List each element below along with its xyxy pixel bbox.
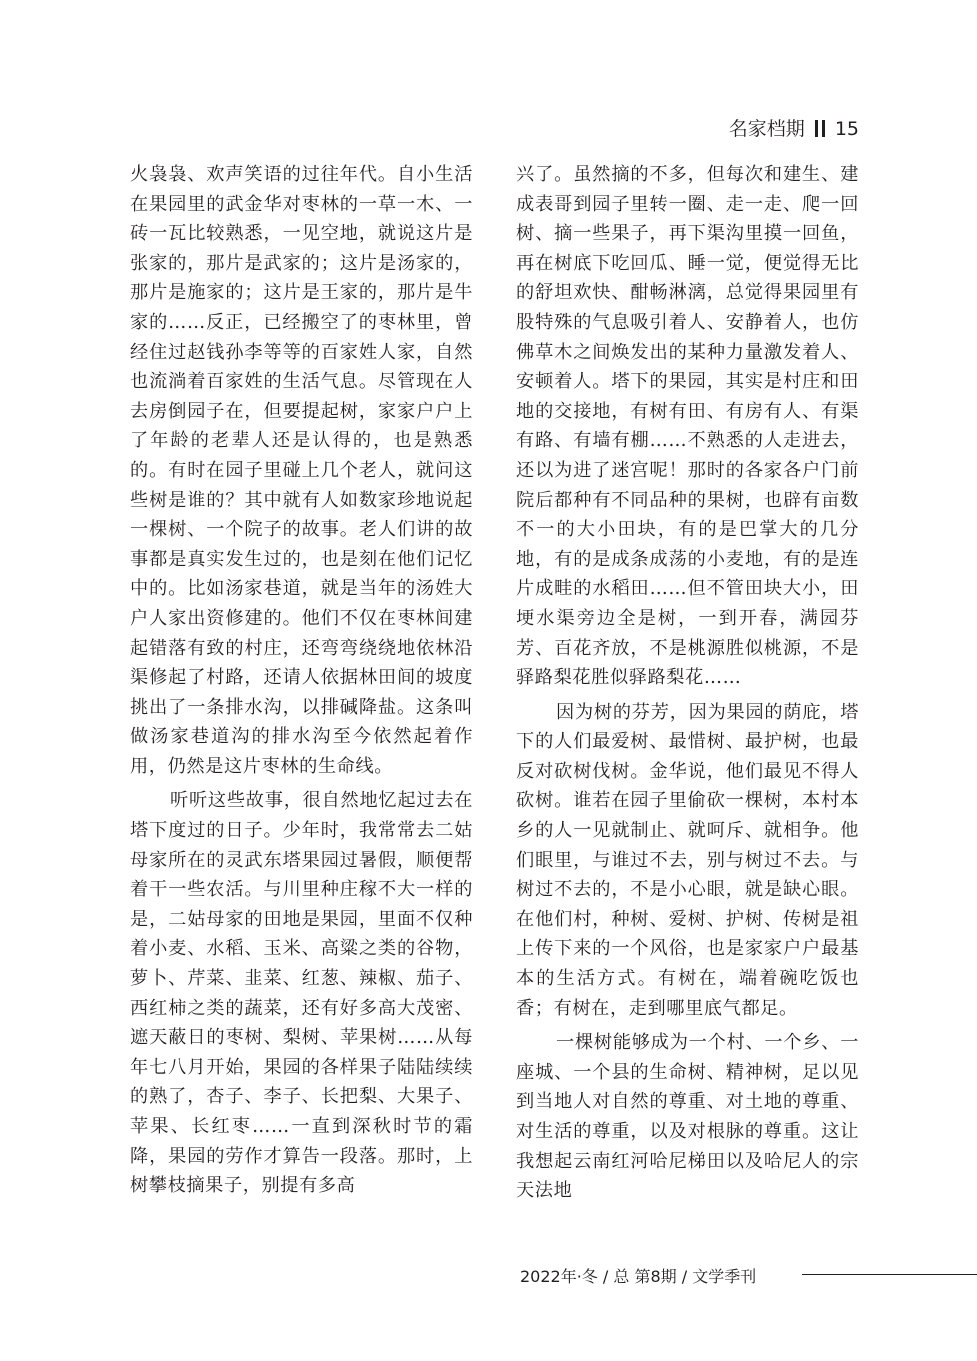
paragraph: 火袅袅、欢声笑语的过往年代。自小生活在果园里的武金华对枣林的一草一木、一砖一瓦比较熟悉，一见空地，就说这片是张家的，那片是武家的；这片是汤家的，那片是施家的；这片是王家的，那片是牛家的……反正，已经搬空了的枣林里，曾经住过赵钱孙李等等的百家姓人家，自然也流淌着百家姓的生活气息。尽管现在人去房倒园子在，但要提起树，家家户户上了年龄的老辈人还是认得的，也是熟悉的。有时在园子里碰上几个老人，就问这些树是谁的？其中就有人如数家珍地说起一棵树、一个院子的故事。老人们讲的故事都是真实发生过的，也是刻在他们记忆中的。比如汤家巷道，就是当年的汤姓大户人家出资修建的。他们不仅在枣林间建起错落有致的村庄，还弯弯绕绕地依林沿渠修起了村路，还请人依据林田间的坡度挑出了一条排水沟，以排碱降盐。这条叫做汤家巷道沟的排水沟至今依然起着作用，仍然是这片枣林的生命线。	[130, 164, 473, 777]
paragraph: 听听这些故事，很自然地忆起过去在塔下度过的日子。少年时，我常常去二姑母家所在的灵武东塔果园过暑假，顺便帮着干一些农活。与川里种庄稼不大一样的是，二姑母家的田地是果园，里面不仅种着小麦、水稻、玉米、高粱之类的谷物，萝卜、芹菜、韭菜、红葱、辣椒、茄子、西红柿之类的蔬菜，还有好多高大茂密、遮天蔽日的枣树、梨树、苹果树……从每年七八月开始，果园的各样果子陆陆续续的熟了，杏子、李子、长把梨、大果子、苹果、长红枣……一直到深秋时节的霜降，果园的劳作才算告一段落。那时，上树攀枝摘果子，别提有多高	[130, 790, 473, 1197]
footer-rule	[802, 1274, 977, 1275]
divider-bars	[813, 118, 827, 140]
page-footer: 2022年·冬 / 总 第8期 / 文学季刊	[520, 1267, 757, 1286]
paragraph: 一棵树能够成为一个村、一个乡、一座城、一个县的生命树、精神树，足以见到当地人对自然的尊重、对土地的尊重、对生活的尊重，以及对根脉的尊重。这让我想起云南红河哈尼梯田以及哈尼人的宗天法地	[516, 1032, 859, 1202]
page-header	[729, 114, 859, 141]
section-title: 名家档期	[728, 118, 805, 140]
paragraph: 兴了。虽然摘的不多，但每次和建生、建成表哥到园子里转一圈、走一走、爬一回树、摘一些果子，再下渠沟里摸一回鱼，再在树底下吃回瓜、睡一觉，便觉得无比的舒坦欢快、酣畅淋漓，总觉得果园里有股特殊的气息吸引着人、安静着人，也仿佛草木之间焕发出的某种力量激发着人、安顿着人。塔下的果园，其实是村庄和田地的交接地，有树有田、有房有人、有渠有路、有墙有棚……不熟悉的人走进去，还以为进了迷宫呢！那时的各家各户门前院后都种有不同品种的果树，也辟有亩数不一的大小田块，有的是巴掌大的几分地，有的是成条成荡的小麦地，有的是连片成畦的水稻田……但不管田块大小，田埂水渠旁边全是树，一到开春，满园芬芳、百花齐放，不是桃源胜似桃源，不是驿路梨花胜似驿路梨花……	[516, 164, 859, 689]
page-number: 15	[834, 118, 859, 140]
left-column	[130, 160, 473, 1201]
paragraph: 因为树的芬芳，因为果园的荫庇，塔下的人们最爱树、最惜树、最护树，也最反对砍树伐树。金华说，他们最见不得人砍树。谁若在园子里偷砍一棵树，本村本乡的人一见就制止、就呵斥、就相争。他们眼里，与谁过不去，别与树过不去。与树过不去的，不是小心眼，就是缺心眼。在他们村，种树、爱树、护树、传树是祖上传下来的一个风俗，也是家家户户最基本的生活方式。有树在，端着碗吃饭也香；有树在，走到哪里底气都足。	[516, 701, 859, 1019]
right-column	[516, 160, 859, 1206]
